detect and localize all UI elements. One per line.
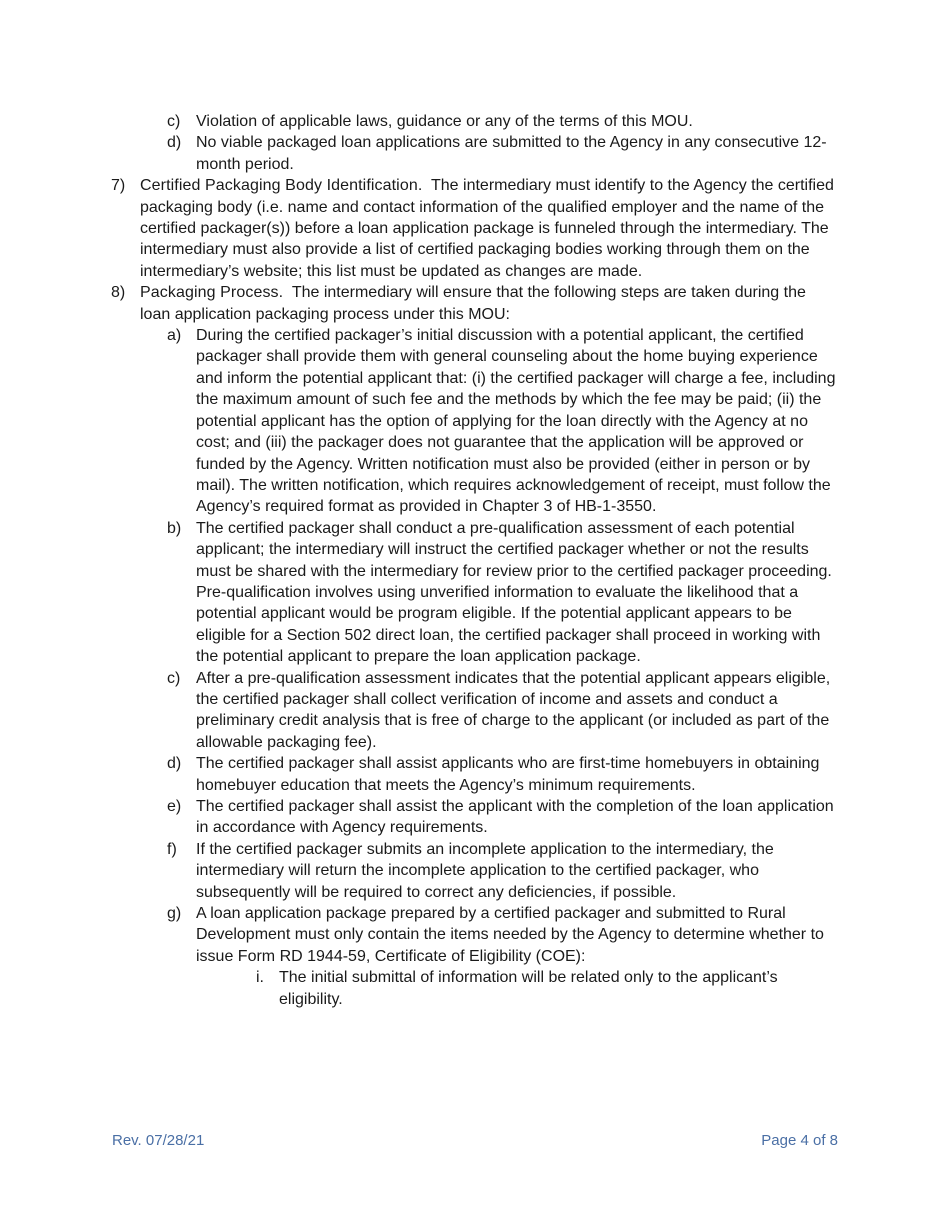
list-item-text: A loan application package prepared by a certified packager and submitted to Rural Development must only contain the items needed by the Agency to determine whether to issue Form RD 1944-59, Certificate of Eligibility (COE): bbox=[196, 905, 824, 965]
list-marker: c) bbox=[167, 113, 181, 130]
list-marker: f) bbox=[167, 840, 177, 858]
list-marker: i. bbox=[256, 969, 264, 987]
list-marker: b) bbox=[167, 519, 182, 537]
list-item-c-violation bbox=[0, 111, 836, 132]
list-marker: d) bbox=[167, 134, 182, 152]
list-item-b bbox=[0, 518, 836, 668]
list-item-text: The certified packager shall conduct a pre-qualification assessment of each potential applicant; the intermediary will instruct the certified packager whether or not the results must be shared with the intermediary for review prior to the certified packager proceeding. Pre-qualification involves using unverified information to evaluate the likelihood that a potential applicant would be program eligible. If the potential applicant appears to be eligible for a Section 502 direct loan, the certified packager shall proceed in working with the potential applicant to prepare the loan application package. bbox=[196, 519, 832, 666]
sub-list-item-i bbox=[0, 967, 836, 1010]
section-heading: Certified Packaging Body Identification. bbox=[140, 177, 423, 195]
list-marker: e) bbox=[167, 798, 182, 815]
list-item-g bbox=[0, 903, 836, 967]
list-item-text: If the certified packager submits an incomplete application to the intermediary, the intermediary will return the incomplete application to the certified packager, who subsequently will be required to correct any deficiencies, if possible. bbox=[196, 840, 774, 901]
section-text: The intermediary will ensure that the following steps are taken during the loan application packaging process under this MOU: bbox=[140, 284, 806, 323]
section-8-packaging-process bbox=[0, 282, 836, 325]
list-item-e bbox=[0, 796, 836, 839]
list-marker: a) bbox=[167, 327, 182, 345]
section-number: 8) bbox=[111, 284, 126, 302]
list-item-text: The initial submittal of information will be related only to the applicant’s eligibility. bbox=[279, 969, 778, 1008]
list-item-text: No viable packaged loan applications are submitted to the Agency in any consecutive 12-month period. bbox=[196, 134, 827, 173]
section-number: 7) bbox=[111, 177, 126, 195]
section-heading: Packaging Process. bbox=[140, 284, 284, 302]
list-marker: g) bbox=[167, 905, 182, 923]
list-item-text: The certified packager shall assist the applicant with the completion of the loan application in accordance with Agency requirements. bbox=[196, 798, 834, 837]
list-item-c bbox=[0, 668, 836, 754]
list-item-text: The certified packager shall assist applicants who are first-time homebuyers in obtaining homebuyer education that meets the Agency’s minimum requirements. bbox=[196, 755, 820, 794]
list-marker: c) bbox=[167, 669, 181, 687]
list-item-f bbox=[0, 839, 836, 903]
list-item-text: During the certified packager’s initial discussion with a potential applicant, the certified packager shall provide them with general counseling about the home buying experience and inform the potential applicant that: (i) the certified packager will charge a fee, including the maximum amount of such fee and the methods by which the fee may be paid; (ii) the potential applicant has the option of applying for the loan directly with the Agency at no cost; and (iii) the packager does not guarantee that the application will be approved or funded by the Agency. Written notification must also be provided (either in person or by mail). The written notification, which requires acknowledgement of receipt, must follow the Agency’s required format as provided in Chapter 3 of HB-1-3550. bbox=[196, 327, 836, 516]
list-item-a bbox=[0, 325, 836, 518]
footer-revision: Rev. 07/28/21 bbox=[112, 1132, 205, 1149]
section-text: The intermediary must identify to the Agency the certified packaging body (i.e. name and contact information of the qualified employer and the name of the certified packager(s)) before a loan application package is funneled through the intermediary. The intermediary must also provide a list of certified packaging bodies working through them on the intermediary’s website; this list must be updated as changes are made. bbox=[140, 177, 834, 280]
list-item-text: Violation of applicable laws, guidance or any of the terms of this MOU. bbox=[196, 113, 693, 130]
section-7-identification bbox=[0, 175, 836, 282]
list-item-d-no-viable bbox=[0, 132, 836, 175]
list-item-text: After a pre-qualification assessment indicates that the potential applicant appears eligible, the certified packager shall collect verification of income and assets and conduct a preliminary credit analysis that is free of charge to the applicant (or included as part of the allowable packaging fee). bbox=[196, 669, 831, 751]
list-item-d bbox=[0, 753, 836, 796]
list-marker: d) bbox=[167, 755, 182, 773]
document-body bbox=[0, 111, 950, 1010]
footer-page-number: Page 4 of 8 bbox=[761, 1132, 838, 1149]
